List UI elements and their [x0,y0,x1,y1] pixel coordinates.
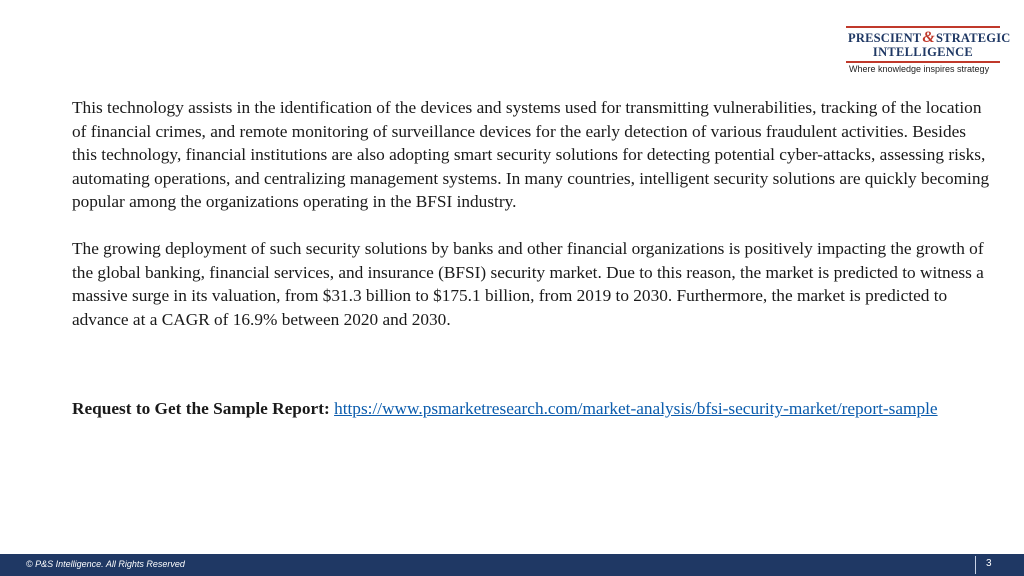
paragraph-technology: This technology assists in the identification of the devices and systems used for transmitting vulnerabilities, tracking of the location of financial crimes, and remote monitoring of surveillance devices for the early detection of various fraudulent activities. Besides this technology, financial institutions are also adopting smart security solutions for detecting potential cyber-attacks, assessing risks, automating operations, and centralizing management systems. In many countries, intelligent security solutions are quickly becoming popular among the organizations operating in the BFSI industry. [72,98,990,211]
sample-report-link[interactable]: https://www.psmarketresearch.com/market-analysis/bfsi-security-market/report-sample [334,399,938,418]
logo-ampersand: & [922,29,936,46]
footer-copyright: © P&S Intelligence. All Rights Reserved [26,559,185,569]
page-number: 3 [986,558,992,569]
company-logo [846,26,1011,76]
body-text [72,96,992,331]
logo-word-strategic: STRATEGIC [936,31,1011,45]
logo-tagline: Where knowledge inspires strategy [849,64,990,74]
sample-report-request [72,397,992,421]
logo-wordmark-line2: INTELLIGENCE [872,45,974,59]
paragraph-market-growth: The growing deployment of such security solutions by banks and other financial organizations is positively impacting the growth of the global banking, financial services, and insurance (BFSI) security market. Due to this reason, the market is predicted to witness a massive surge in its valuation, from $31.3 billion to $175.1 billion, from 2019 to 2030. Furthermore, the market is predicted to advance at a CAGR of 16.9% between 2020 and 2030. [72,239,984,329]
logo-word-prescient: PRESCIENT [848,31,922,45]
logo-top-rule [846,26,1000,28]
logo-bottom-rule [846,61,1000,63]
footer-divider [975,556,976,574]
request-label: Request to Get the Sample Report: [72,399,330,418]
footer-bar [0,554,1024,576]
